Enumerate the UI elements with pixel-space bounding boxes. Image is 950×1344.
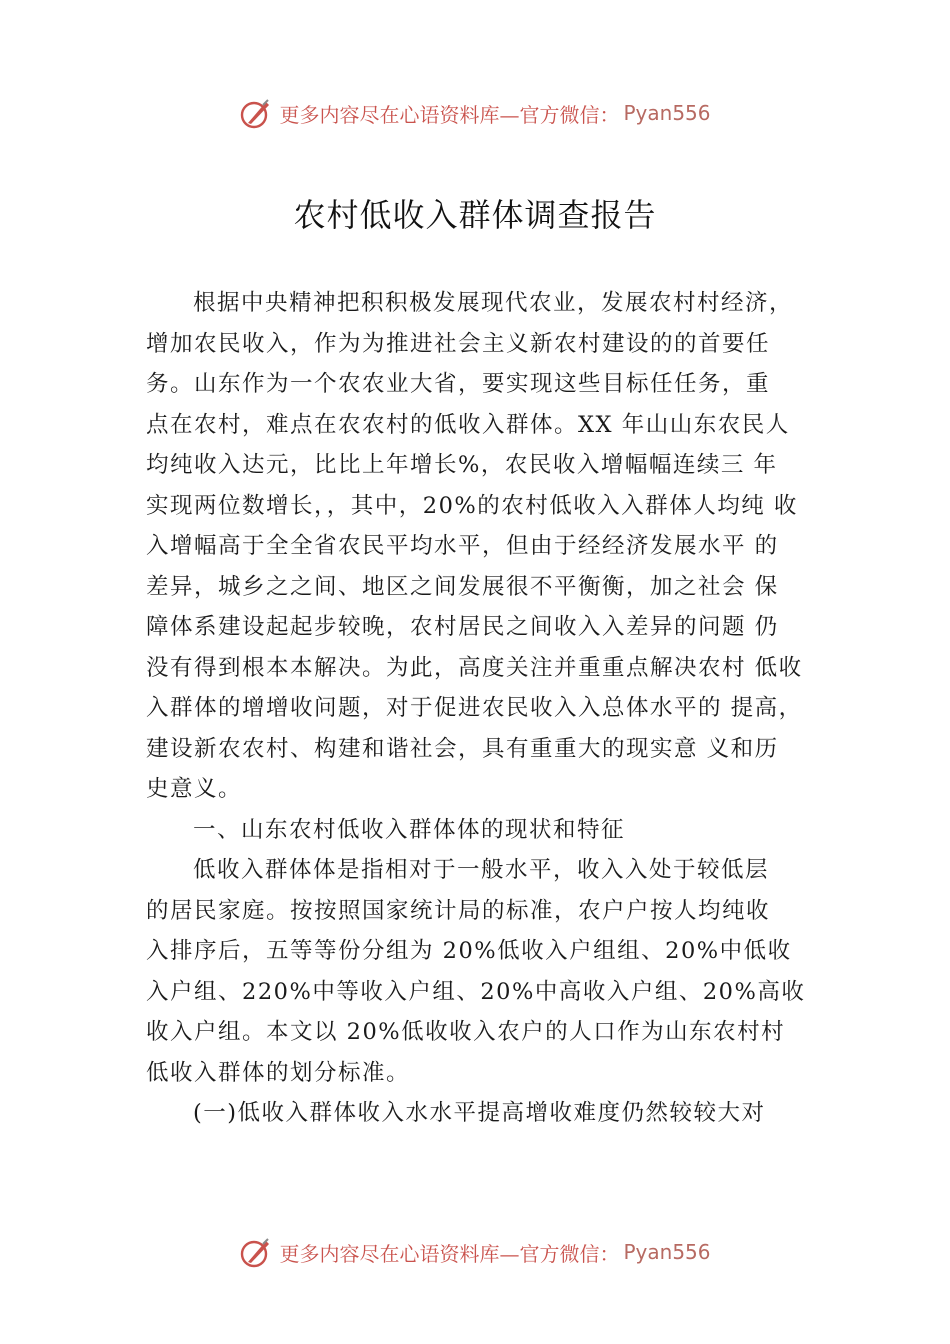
paragraph-line: 入户组、220%中等收入户组、20%中高收入户组、20%高收	[146, 978, 806, 1005]
document-title: 农村低收入群体调查报告	[293, 196, 657, 234]
paragraph-line: 入群体的增增收问题，对于促进农民收入入总体水平的 提高，	[146, 695, 803, 721]
paragraph-line: 没有得到根本本解决。为此，高度关注并重重点解决农村 低收	[146, 654, 803, 681]
watermark-text: 更多内容尽在心语资料库—官方微信：	[279, 1241, 620, 1266]
paragraph-line: 障体系建设起起步较晚，农村居民之间收入入差异的问题 仍	[146, 614, 779, 640]
paragraph-line: 点在农村，难点在农农村的低收入群体。XX 年山山东农民人	[146, 411, 790, 438]
paragraph-line: 务。山东作为一个农农业大省，要实现这些目标任任务，重	[146, 371, 771, 397]
watermark-text: 更多内容尽在心语资料库—官方微信：	[279, 102, 620, 127]
paragraph-line: 收入户组。本文以 20%低收收入农户的人口作为山东农村村	[146, 1019, 786, 1045]
quill-logo-icon	[239, 96, 273, 130]
paragraph-line: 入增幅高于全全省农民平均水平，但由于经经济发展水平 的	[146, 533, 779, 559]
paragraph-line: 的居民家庭。按按照国家统计局的标准，农户户按人均纯收	[146, 897, 771, 924]
watermark-contact: Pyan556	[623, 101, 711, 125]
watermark-contact: Pyan556	[623, 1240, 711, 1264]
paragraph-line: 低收入群体体是指相对于一般水平，收入入处于较低层	[193, 857, 770, 883]
paragraph-line: 实现两位数增长，，其中，20%的农村低收入入群体人均纯 收	[146, 492, 798, 519]
paragraph-line: 差异，城乡之之间、地区之间发展很不平衡衡，加之社会 保	[146, 573, 779, 600]
subsection-heading: (一)低收入群体收入水水平提高增收难度仍然较较大对	[193, 1100, 766, 1126]
quill-logo-icon	[239, 1235, 273, 1269]
paragraph-line: 增加农民收入，作为为推进社会主义新农村建设的的首要任	[146, 330, 771, 357]
footer-watermark	[0, 1232, 950, 1272]
header-watermark	[0, 93, 950, 133]
paragraph-line: 史意义。	[146, 776, 243, 802]
document-body	[146, 283, 836, 1134]
paragraph-line: 入排序后，五等等份分组为 20%低收入户组组、20%中低收	[146, 938, 792, 964]
paragraph-line: 根据中央精神把积积极发展现代农业，发展农村村经济，	[193, 290, 794, 316]
paragraph-line: 建设新农农村、构建和谐社会，具有重重大的现实意 义和历	[146, 735, 779, 762]
paragraph-line: 低收入群体的划分标准。	[146, 1059, 411, 1086]
section-heading: 一、山东农村低收入群体体的现状和特征	[193, 816, 626, 843]
paragraph-line: 均纯收入达元，比比上年增长%，农民收入增幅幅连续三 年	[146, 452, 778, 478]
